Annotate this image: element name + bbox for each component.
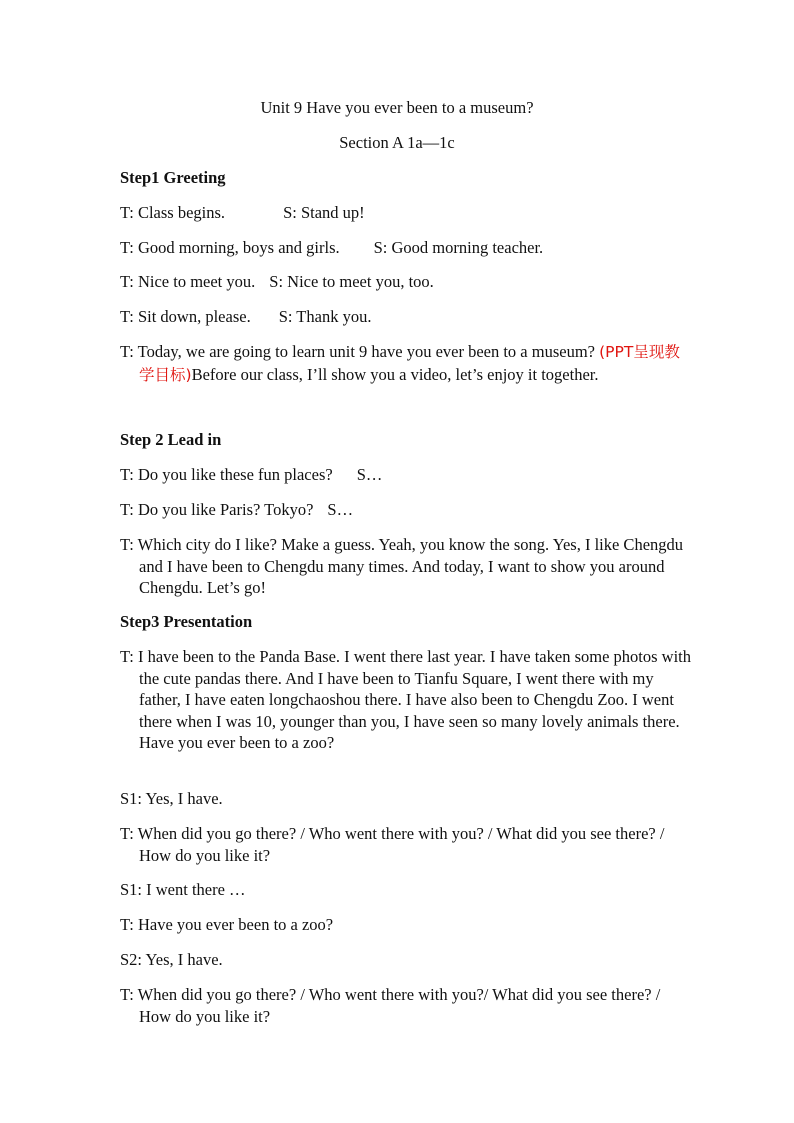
dialogue-line bbox=[120, 306, 695, 328]
dialogue-line bbox=[120, 464, 695, 486]
presentation-paragraph: T: I have been to the Panda Base. I went there last year. I have taken some photos with the cute pandas there. And I have been to Tianfu Square, I went there with my father, I have eaten longchaoshou there. I have also been to Chengdu Zoo. I went there when I was 10, younger than you, I have seen so many lovely animals there. Have you ever been to a zoo? bbox=[120, 647, 691, 752]
student-line: S… bbox=[327, 500, 354, 519]
teacher-line: T: Good morning, boys and girls. bbox=[120, 238, 340, 257]
student-reply: S2: Yes, I have. bbox=[120, 950, 223, 969]
document-subtitle: Section A 1a—1c bbox=[339, 133, 455, 152]
student-line: S: Good morning teacher. bbox=[373, 238, 544, 257]
ppt-note: (PPT呈现教学目标) bbox=[139, 343, 680, 384]
teacher-question: T: When did you go there? / Who went there with you? / What did you see there? / How do you like it? bbox=[120, 824, 665, 865]
step3-heading: Step3 Presentation bbox=[120, 612, 253, 631]
student-line: S: Thank you. bbox=[278, 307, 372, 326]
step2-heading: Step 2 Lead in bbox=[120, 430, 222, 449]
teacher-line: T: Sit down, please. bbox=[120, 307, 251, 326]
teacher-line: T: Do you like Paris? Tokyo? bbox=[120, 500, 314, 519]
student-line: S: Stand up! bbox=[283, 203, 365, 222]
teacher-line: T: Class begins. bbox=[120, 203, 226, 222]
today-text-continued: Before our class, I’ll show you a video, let’s enjoy it together. bbox=[191, 364, 599, 384]
today-paragraph bbox=[120, 341, 695, 386]
student-reply: S1: I went there … bbox=[120, 880, 246, 899]
dialogue-line bbox=[120, 271, 695, 293]
city-paragraph: T: Which city do I like? Make a guess. Yeah, you know the song. Yes, I like Chengdu and I have been to Chengdu many times. And today, I want to show you around Chengdu. Let’s go! bbox=[120, 535, 684, 597]
student-line: S… bbox=[356, 465, 383, 484]
document-title: Unit 9 Have you ever been to a museum? bbox=[260, 98, 534, 117]
dialogue-line bbox=[120, 202, 695, 224]
student-line: S: Nice to meet you, too. bbox=[269, 272, 434, 291]
student-reply: S1: Yes, I have. bbox=[120, 789, 223, 808]
dialogue-line bbox=[120, 499, 695, 521]
teacher-line: T: Nice to meet you. bbox=[120, 272, 256, 291]
today-text: T: Today, we are going to learn unit 9 have you ever been to a museum? bbox=[120, 342, 595, 361]
step1-heading: Step1 Greeting bbox=[120, 168, 226, 187]
dialogue-line bbox=[120, 237, 695, 259]
teacher-line: T: Do you like these fun places? bbox=[120, 465, 333, 484]
teacher-question: T: Have you ever been to a zoo? bbox=[120, 915, 334, 934]
teacher-question: T: When did you go there? / Who went there with you?/ What did you see there? / How do you like it? bbox=[120, 985, 661, 1026]
